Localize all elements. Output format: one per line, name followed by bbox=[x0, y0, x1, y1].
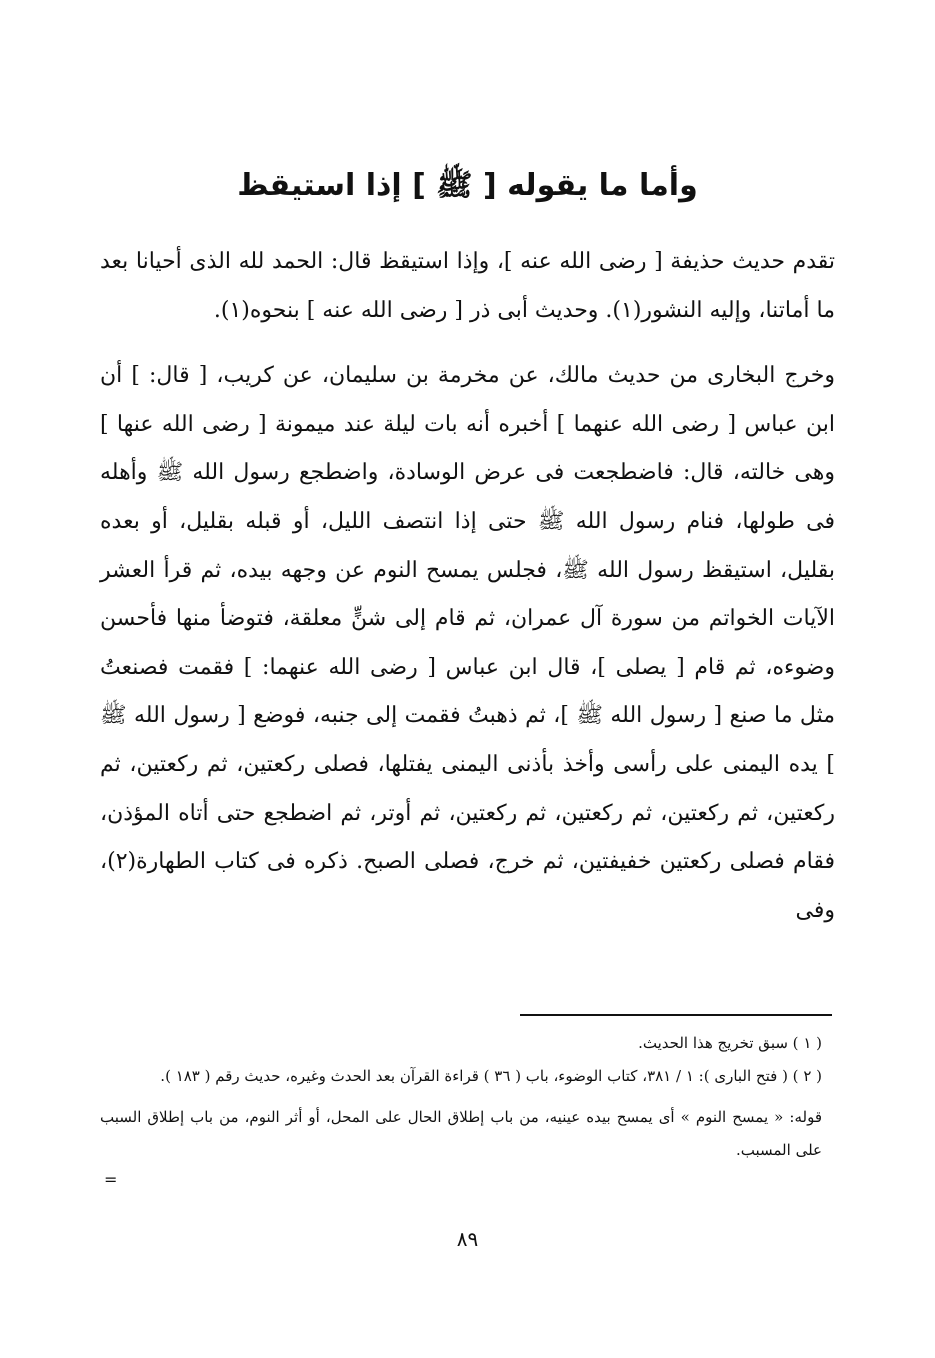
continuation-mark: = bbox=[104, 1170, 118, 1189]
page-number: ٨٩ bbox=[456, 1227, 479, 1251]
section-heading: وأما ما يقوله [ ﷺ ] إذا استيقظ bbox=[237, 168, 698, 203]
footnote-1: ( ١ ) سبق تخريج هذا الحديث. bbox=[638, 1034, 822, 1052]
paragraph-hudhayfa: تقدم حديث حذيفة [ رضى الله عنه ]، وإذا استيقظ قال: الحمد لله الذى أحيانا بعد ما أماتنا، وإليه النشور(١). وحديث أبى ذر [ رضى الله عنه ] بنحوه(١). bbox=[100, 249, 836, 323]
main-text bbox=[100, 238, 835, 952]
footnote-2: ( ٢ ) ( فتح البارى ): ١ / ٣٨١، كتاب الوضوء، باب ( ٣٦ ) قراءة القرآن بعد الحدث وغيره، حديث رقم ( ١٨٣ ). bbox=[160, 1067, 822, 1085]
paragraph-ibn-abbas: وخرج البخارى من حديث مالك، عن مخرمة بن سليمان، عن كريب، [ قال: ] أن ابن عباس [ رضى الله عنهما ] أخبره أنه بات ليلة عند ميمونة [ رضى الله عنها ] وهى خالته، قال: فاضطجعت فى عرض الوسادة، واضطجع رسول الله ﷺ وأهله فى طولها، فنام رسول الله ﷺ حتى إذا انتصف الليل، أو قبله بقليل، أو بعده بقليل، استيقظ رسول الله ﷺ، فجلس يمسح النوم عن وجهه بيده، ثم قرأ العشر الآيات الخواتم من سورة آل عمران، ثم قام إلى شنٍّ معلقة، فتوضأ منها فأحسن وضوءه، ثم قام [ يصلى ]، قال ابن عباس [ رضى الله عنهما: ] فقمت فصنعتُ مثل ما صنع [ رسول الله ﷺ ]، ثم ذهبتُ فقمت إلى جنبه، فوضع [ رسول الله ﷺ ] يده اليمنى على رأسى وأخذ بأذنى اليمنى يفتلها، فصلى ركعتين، ثم ركعتين، ثم ركعتين، ثم ركعتين، ثم ركعتين، ثم ركعتين، ثم أوتر، ثم اضطجع حتى أتاه المؤذن، فقام فصلى ركعتين خفيفتين، ثم خرج، فصلى الصبح. ذكره فى كتاب الطهارة(٢)، وفى bbox=[100, 363, 835, 923]
footnote-gloss: قوله: « يمسح النوم » أى يمسح بيده عينيه، من باب إطلاق الحال على المحل، أو أثر النوم، من باب إطلاق السبب على المسبب. bbox=[100, 1108, 822, 1159]
footnote-separator bbox=[520, 1014, 832, 1016]
footnotes bbox=[100, 1027, 822, 1167]
